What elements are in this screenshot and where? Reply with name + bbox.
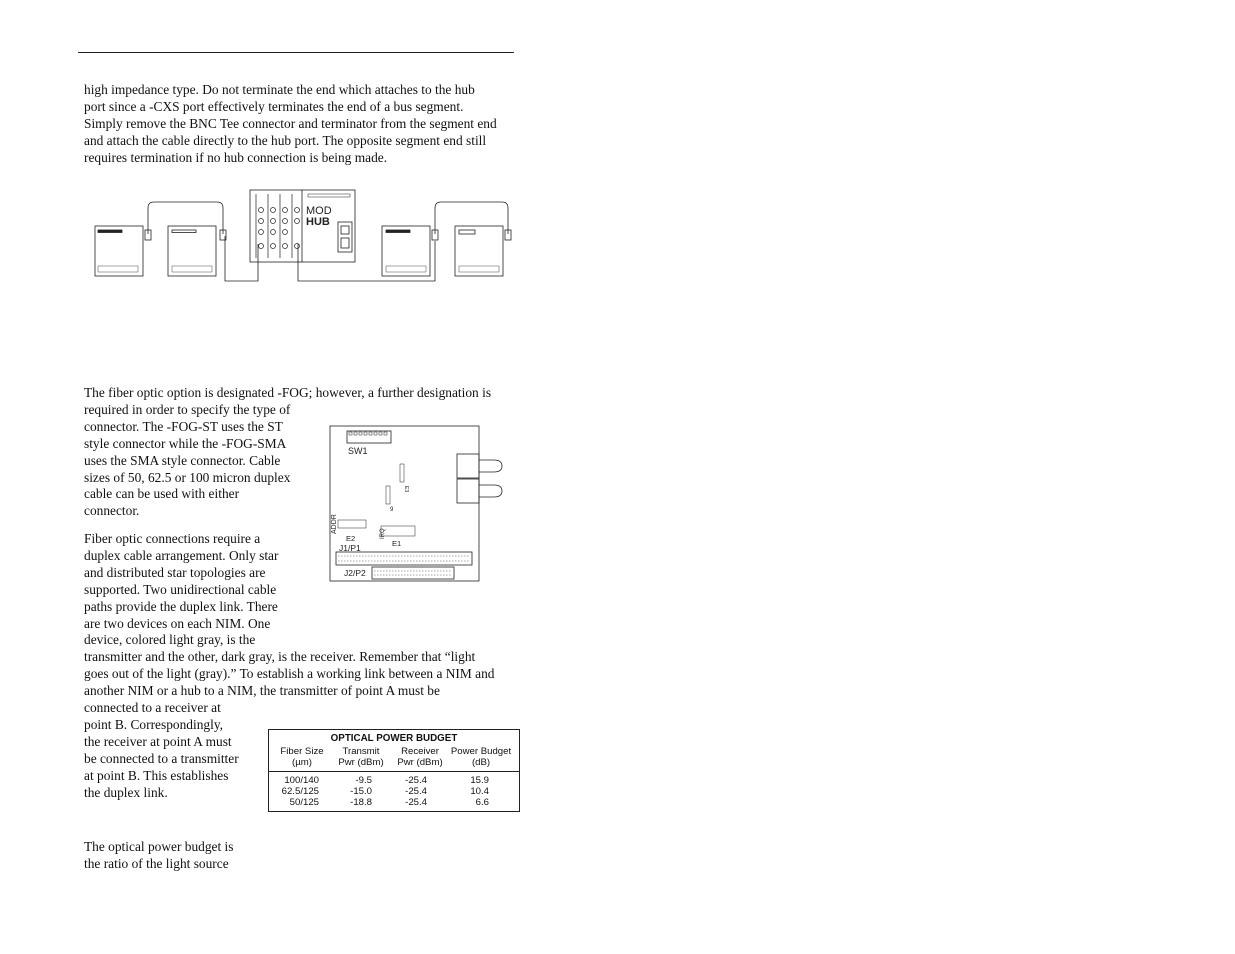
header-line: Fiber Size (280, 746, 324, 757)
node-box (455, 226, 503, 276)
e2-label: E2 (346, 534, 356, 543)
irq-label: IRQ (380, 528, 386, 539)
text-line: device, colored light gray, is the (84, 632, 256, 648)
text-line: transmitter and the other, dark gray, is the receiver. Remember that “light (84, 649, 476, 665)
table-cell: -15.0 (350, 786, 372, 797)
text-line: supported. Two unidirectional cable (84, 581, 277, 597)
text-line: another NIM or a hub to a NIM, the transmitter of point A must be (84, 683, 440, 699)
node-box (168, 226, 216, 276)
table-cell: -9.5 (355, 775, 372, 786)
text-line: cable can be used with either (84, 486, 240, 502)
header-transmit (333, 746, 389, 768)
text-line: required in order to specify the type of (84, 401, 291, 417)
text-line: goes out of the light (gray).” To establish a working link between a NIM and (84, 666, 495, 682)
header-line: (dB) (471, 757, 491, 768)
text-line: and distributed star topologies are (84, 564, 266, 580)
table-cell: 62.5/125 (281, 786, 319, 797)
node-box (382, 226, 430, 276)
text-line: The fiber optic option is designated -FOG; however, a further designation is (84, 385, 492, 400)
node-box (95, 226, 143, 276)
header-line: Pwr (dBm) (397, 757, 443, 768)
text-line: The optical power budget is (84, 839, 234, 854)
text-line: are two devices on each NIM. One (84, 615, 271, 631)
header-receiver (391, 746, 449, 768)
text-line: Fiber optic connections require a (84, 531, 261, 546)
header-power-budget (447, 746, 515, 768)
text-line: high impedance type. Do not terminate the end which attaches to the hub (84, 82, 475, 97)
text-line: connector. (84, 503, 140, 519)
header-line: Pwr (dBm) (338, 757, 384, 768)
header-line: Receiver (401, 746, 439, 757)
table-cell: 6.6 (475, 797, 489, 808)
e3-label: E3 (403, 486, 409, 493)
text-line: the ratio of the light source (84, 855, 229, 871)
header-line: (µm) (292, 757, 312, 768)
text-line: be connected to a transmitter (84, 750, 239, 766)
table-cell: -25.4 (405, 797, 427, 808)
text-line: at point B. This establishes (84, 767, 229, 783)
header-fiber-size (273, 746, 331, 768)
text-line: sizes of 50, 62.5 or 100 micron duplex (84, 469, 291, 485)
optical-power-budget-table (268, 729, 520, 812)
nine-label: 9 (390, 507, 394, 513)
table-cell: 50/125 (289, 797, 319, 808)
table-cell: 15.9 (470, 775, 489, 786)
hub-logo-hub: HUB (306, 216, 330, 228)
text-line: point B. Correspondingly, (84, 716, 223, 732)
hub-logo-mod: MOD (306, 205, 332, 217)
text-line: uses the SMA style connector. Cable (84, 452, 281, 468)
text-line: port since a -CXS port effectively terminates the end of a bus segment. (84, 98, 464, 114)
table-divider (269, 771, 519, 772)
table-title: OPTICAL POWER BUDGET (330, 733, 458, 744)
text-line: and attach the cable directly to the hub port. The opposite segment end still (84, 132, 487, 148)
hub-wiring-diagram (90, 186, 520, 286)
e1-label: E1 (392, 539, 402, 548)
text-line: the duplex link. (84, 784, 168, 800)
header-line: Transmit (342, 746, 380, 757)
text-line: Simply remove the BNC Tee connector and terminator from the segment end (84, 115, 497, 131)
header-rule (78, 52, 514, 53)
paragraph-power-budget (84, 839, 234, 873)
header-line: Power Budget (450, 746, 512, 757)
table-cell: -18.8 (350, 797, 372, 808)
text-line: connector. The -FOG-ST uses the ST (84, 418, 283, 434)
table-cell: 100/140 (284, 775, 319, 786)
text-line: the receiver at point A must (84, 733, 232, 749)
j1-label: J1/P1 (339, 543, 361, 553)
table-cell: -25.4 (405, 786, 427, 797)
table-cell: 10.4 (470, 786, 489, 797)
hub-chassis (250, 190, 355, 262)
table-cell: -25.4 (405, 775, 427, 786)
text-line: paths provide the duplex link. There (84, 598, 278, 614)
text-line: requires termination if no hub connection is being made. (84, 149, 388, 165)
sw1-label: SW1 (348, 446, 368, 456)
text-line: connected to a receiver at (84, 700, 221, 716)
text-line: duplex cable arrangement. Only star (84, 547, 279, 563)
j2-label: J2/P2 (344, 568, 366, 578)
addr-label: ADDR (331, 514, 338, 534)
paragraph-termination (84, 82, 497, 167)
text-line: style connector while the -FOG-SMA (84, 435, 287, 451)
